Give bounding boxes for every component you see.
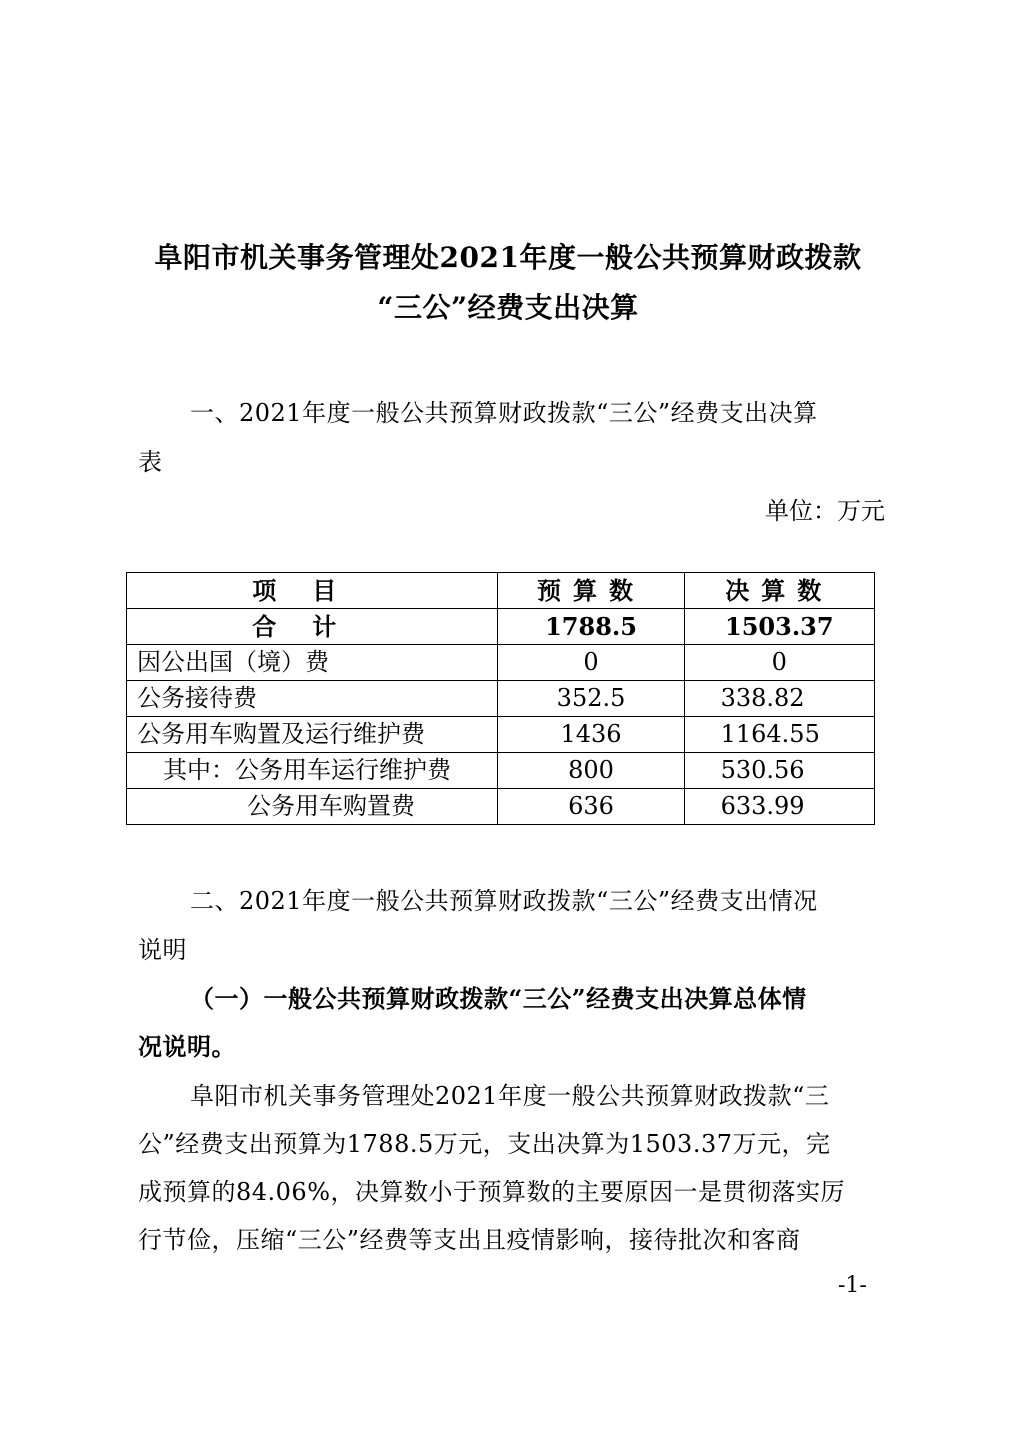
table-row-total [127,609,875,645]
section2-heading-continued: 说明 [138,936,187,964]
table-row [127,753,875,789]
page-number: -1- [838,1273,867,1298]
table-row [127,717,875,753]
body-line: 行节俭，压缩“三公”经费等支出且疫情影响，接待批次和客商 [138,1226,801,1254]
cell-budget: 352.5 [498,681,684,717]
cell-final: 1164.55 [684,717,874,753]
section1-heading-continued: 表 [138,448,163,476]
three-public-expenses-table [126,572,875,825]
table-row [127,681,875,717]
cell-item: 因公出国（境）费 [127,645,498,681]
table-row [127,789,875,825]
cell-item: 合计 [252,612,373,641]
body-line: 阜阳市机关事务管理处2021年度一般公共预算财政拨款“三 [190,1082,830,1110]
cell-budget: 1436 [498,717,684,753]
body-line: 公”经费支出预算为1788.5万元，支出决算为1503.37万元，完 [138,1130,831,1158]
cell-final: 1503.37 [684,609,874,645]
unit-label: 单位：万元 [765,497,885,525]
body-line: 成预算的84.06%，决算数小于预算数的主要原因一是贯彻落实厉 [138,1178,846,1206]
table-header-row [127,573,875,609]
cell-budget: 1788.5 [498,609,684,645]
document-title-line1: 阜阳市机关事务管理处2021年度一般公共预算财政拨款 [154,241,862,274]
cell-item: 公务接待费 [127,681,498,717]
header-budget: 预算数 [537,576,646,605]
table-row [127,645,875,681]
cell-item: 公务用车购置费 [127,789,498,825]
section2-heading: 二、2021年度一般公共预算财政拨款“三公”经费支出情况 [190,887,818,915]
cell-final: 633.99 [684,789,874,825]
cell-final: 338.82 [684,681,874,717]
cell-item: 其中：公务用车运行维护费 [127,753,498,789]
subsection1-heading: （一）一般公共预算财政拨款“三公”经费支出决算总体情 [190,984,807,1013]
subsection1-heading-continued: 况说明。 [138,1032,236,1061]
cell-budget: 800 [498,753,684,789]
header-final: 决算数 [725,576,834,605]
cell-final: 530.56 [684,753,874,789]
document-title-line2: “三公”经费支出决算 [377,291,639,324]
section1-heading: 一、2021年度一般公共预算财政拨款“三公”经费支出决算 [190,399,818,427]
header-item: 项目 [252,576,373,605]
cell-final: 0 [684,645,874,681]
cell-budget: 636 [498,789,684,825]
cell-item: 公务用车购置及运行维护费 [127,717,498,753]
cell-budget: 0 [498,645,684,681]
